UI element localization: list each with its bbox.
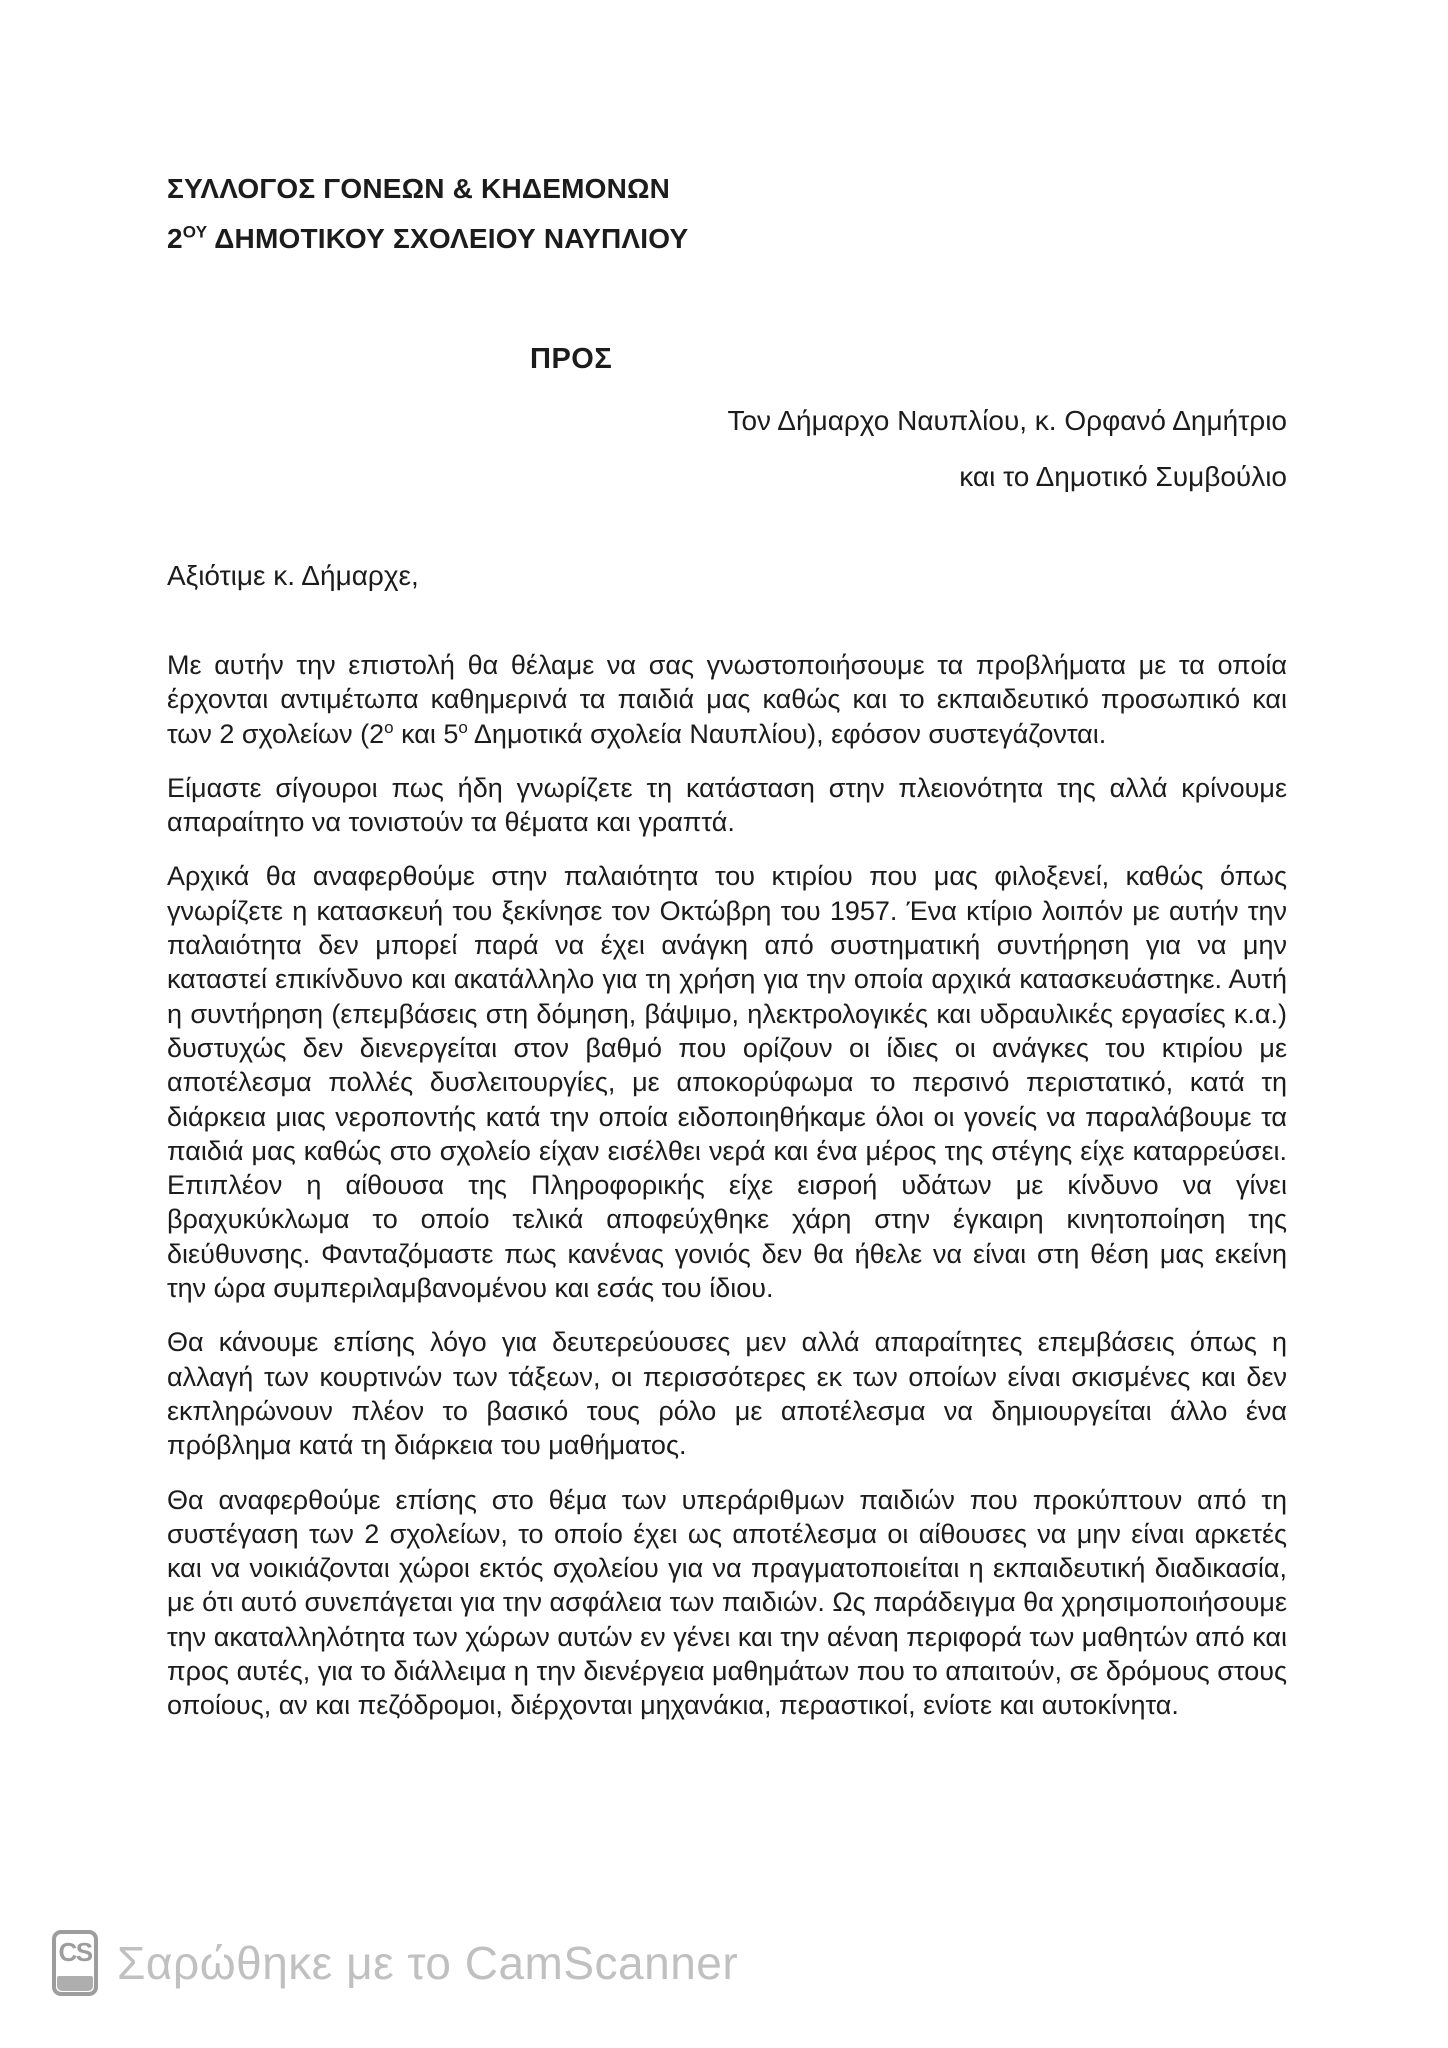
paragraph-2: Είμαστε σίγουροι πως ήδη γνωρίζετε τη κατάσταση στην πλειονότητα της αλλά κρίνουμε απαραίτητο να τονιστούν τα θέματα και γραπτά. [167,772,1287,838]
org-name-line-1: ΣΥΛΛΟΓΟΣ ΓΟΝΕΩΝ & ΚΗΔΕΜΟΝΩΝ [167,173,671,204]
camscanner-logo-bar [57,1976,93,1991]
ordinal-superscript: ο [384,717,394,737]
recipient-heading: ΠΡΟΣ [530,343,613,375]
paragraph-4: Θα κάνουμε επίσης λόγο για δευτερεύουσες μεν αλλά απαραίτητες επεμβάσεις όπως η αλλαγή των κουρτινών των τάξεων, οι περισσότερες εκ των οποίων είναι σκισμένες και δεν εκπληρώνουν πλέον το βασικό τους ρόλο με αποτέλεσμα να δημιουργείται άλλο ένα πρόβλημα κατά τη διάρκεια του μαθήματος. [167,1327,1287,1461]
paragraph-1-text: Με αυτήν την επιστολή θα θέλαμε να σας γνωστοποιήσουμε τα προβλήματα με τα οποία έρχονται αντιμέτωπα καθημερινά τα παιδιά μας καθώς και το εκπαιδευτικό προσωπικό και των 2 σχολείων (2 [167,650,1287,749]
school-name-rest: ΔΗΜΟΤΙΚΟΥ ΣΧΟΛΕΙΟΥ ΝΑΥΠΛΙΟΥ [207,223,689,254]
org-name-line-2 [167,222,1287,255]
recipient-line-mayor: Τον Δήμαρχο Ναυπλίου, κ. Ορφανό Δημήτριο [727,405,1287,436]
paragraph-1 [167,648,1287,751]
camscanner-logo-icon [52,1930,98,1996]
school-number-ordinal: ΟΥ [182,222,208,242]
camscanner-logo-letters: CS [58,1937,92,1967]
school-number: 2 [167,223,183,254]
letter-content [167,0,1287,1723]
camscanner-watermark-text: Σαρώθηκε με το CamScanner [117,1937,739,1989]
paragraph-3: Αρχικά θα αναφερθούμε στην παλαιότητα του κτιρίου που μας φιλοξενεί, καθώς όπως γνωρίζετε η κατασκευή του ξεκίνησε τον Οκτώβρη του 1957. Ένα κτίριο λοιπόν με αυτήν την παλαιότητα δεν μπορεί παρά να έχει ανάγκη από συστηματική συντήρηση για να μην καταστεί επικίνδυνο και ακατάλληλο για τη χρήση για την οποία αρχικά κατασκευάστηκε. Αυτή η συντήρηση (επεμβάσεις στη δόμηση, βάψιμο, ηλεκτρολογικές και υδραυλικές εργασίες κ.α.) δυστυχώς δεν διενεργείται στον βαθμό που ορίζουν οι ίδιες οι ανάγκες του κτιρίου με αποτέλεσμα πολλές δυσλειτουργίες, με αποκορύφωμα το περσινό περιστατικό, κατά τη διάρκεια μιας νεροποντής κατά την οποία ειδοποιηθήκαμε όλοι οι γονείς να παραλάβουμε τα παιδιά μας καθώς στο σχολείο είχαν εισέλθει νερά και ένα μέρος της στέγης είχε καταρρεύσει. Επιπλέον η αίθουσα της Πληροφορικής είχε εισροή υδάτων με κίνδυνο να γίνει βραχυκύκλωμα το οποίο τελικά αποφεύχθηκε χάρη στην έγκαιρη κινητοποίηση της διεύθυνσης. Φανταζόμαστε πως κανένας γονιός δεν θα ήθελε να είναι στη θέση μας εκείνη την ώρα συμπεριλαμβανομένου και εσάς του ίδιου. [167,861,1287,1304]
salutation: Αξιότιμε κ. Δήμαρχε, [167,560,419,591]
paragraph-5: Θα αναφερθούμε επίσης στο θέμα των υπεράριθμων παιδιών που προκύπτουν από τη συστέγαση των 2 σχολείων, το οποίο έχει ως αποτέλεσμα οι αίθουσες να μην είναι αρκετές και να νοικιάζονται χώροι εκτός σχολείου για να πραγματοποιείται η εκπαιδευτική διαδικασία, με ότι αυτό συνεπάγεται για την ασφάλεια των παιδιών. Ως παράδειγμα θα χρησιμοποιήσουμε την ακαταλληλότητα των χώρων αυτών εν γένει και την αέναη περιφορά των μαθητών από και προς αυτές, για το διάλλειμα η την διενέργεια μαθημάτων που το απαιτούν, σε δρόμους στους οποίους, αν και πεζόδρομοι, διέρχονται μηχανάκια, περαστικοί, ενίοτε και αυτοκίνητα. [167,1484,1287,1721]
recipient-line-council: και το Δημοτικό Συμβούλιο [959,461,1287,492]
paragraph-1-text: Δημοτικά σχολεία Ναυπλίου), εφόσον συστεγάζονται. [467,718,1107,749]
camscanner-watermark [52,1930,738,1996]
ordinal-superscript: ο [458,717,468,737]
paragraph-1-text: και 5 [393,718,459,749]
